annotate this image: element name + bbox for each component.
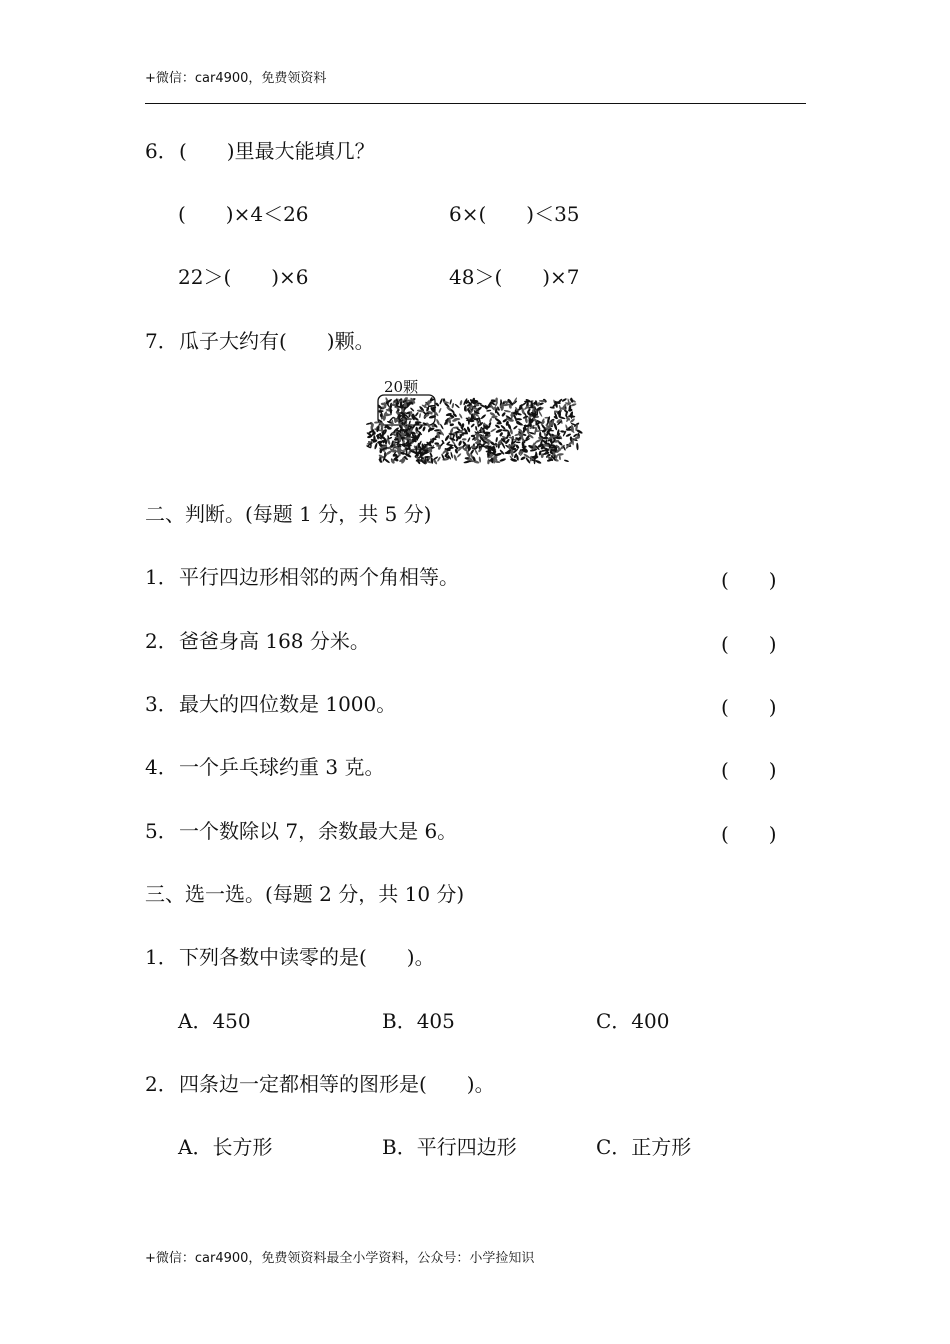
seed-shape (478, 456, 481, 462)
choice-q1-option-b[interactable]: B．405 (382, 1009, 455, 1033)
judge-item-1 (145, 564, 459, 590)
seed-shape (440, 442, 445, 448)
judge-item-5-text: 一个数除以 7，余数最大是 6。 (179, 819, 458, 843)
header-text: +微信：car4900，免费领资料 (145, 71, 327, 86)
judge-item-3-number: 3． (145, 692, 178, 716)
seed-shape (569, 418, 575, 424)
seed-shape (526, 427, 530, 435)
q6-item-3: 22＞( )×6 (178, 265, 309, 289)
seed-shape (391, 420, 394, 427)
seed-shape (450, 409, 455, 414)
choice-q1-number: 1． (145, 945, 178, 969)
seed-shape (495, 437, 498, 442)
seed-shape (501, 442, 506, 449)
seed-shape (415, 412, 420, 417)
seed-shape (501, 412, 506, 418)
seed-shape (458, 440, 463, 446)
choice-q1 (145, 944, 435, 970)
judge-item-5-answer[interactable]: ( ) (721, 822, 777, 846)
choice-q2-option-b[interactable]: B．平行四边形 (382, 1135, 517, 1159)
seed-shape (475, 426, 478, 431)
seed-shape (491, 415, 498, 418)
judge-item-4-answer[interactable]: ( ) (721, 758, 777, 782)
seed-shape (486, 450, 491, 452)
seed-shape (559, 455, 561, 460)
seed-shape (459, 434, 464, 436)
judge-item-5 (145, 818, 457, 844)
seeds-illustration (366, 376, 584, 466)
q6-item-4: 48＞( )×7 (449, 265, 580, 289)
seed-shape (449, 399, 452, 405)
judge-item-2-text: 爸爸身高 168 分米。 (179, 629, 370, 653)
judge-item-4-text: 一个乒乓球约重 3 克。 (179, 755, 385, 779)
seed-shape (435, 402, 440, 407)
q6-number: 6． (145, 139, 178, 163)
judge-item-2-answer[interactable]: ( ) (721, 632, 777, 656)
seed-shape (480, 414, 486, 420)
seed-shape (458, 413, 462, 419)
judge-item-1-number: 1． (145, 565, 178, 589)
judge-item-4 (145, 754, 384, 780)
section3-heading: 三、选一选。(每题 2 分，共 10 分) (145, 882, 465, 906)
seed-shape (450, 451, 453, 458)
seed-shape (454, 403, 460, 408)
seed-shape (497, 422, 502, 424)
judge-item-3-text: 最大的四位数是 1000。 (179, 692, 397, 716)
seed-shape (374, 443, 378, 450)
q6-item-1: ( )×4＜26 (178, 202, 309, 226)
seed-shape (436, 419, 441, 426)
seed-shape (496, 411, 501, 417)
seed-shape (474, 449, 479, 456)
judge-item-1-answer[interactable]: ( ) (721, 568, 777, 592)
seed-shape (440, 423, 445, 429)
header-divider (145, 103, 806, 104)
seed-shape (411, 449, 416, 451)
seed-shape (439, 398, 443, 405)
judge-item-1-text: 平行四边形相邻的两个角相等。 (179, 565, 459, 589)
seed-shape (438, 408, 442, 413)
seed-shape (513, 425, 518, 430)
seed-shape (470, 423, 475, 428)
seed-shape (516, 441, 521, 443)
seed-shape (434, 442, 439, 445)
seed-shape (422, 426, 426, 432)
q6-title-text: ( )里最大能填几？ (179, 139, 375, 163)
seeds-label: 20颗 (384, 378, 419, 396)
choice-q1-option-a[interactable]: A．450 (178, 1009, 251, 1033)
seed-shape (538, 410, 543, 417)
seed-shape (486, 409, 491, 412)
seed-shape (444, 434, 450, 441)
seed-shape (561, 398, 567, 402)
seed-shape (410, 407, 415, 412)
seed-shape (419, 413, 421, 418)
seed-shape (453, 454, 457, 461)
choice-q1-option-c[interactable]: C．400 (596, 1009, 670, 1033)
seed-shape (520, 456, 526, 461)
seed-shape (499, 458, 506, 463)
seed-shape (494, 424, 500, 429)
seed-shape (456, 453, 461, 458)
seed-shape (459, 400, 462, 406)
choice-q2-text: 四条边一定都相等的图形是( )。 (179, 1072, 495, 1096)
q7-number: 7． (145, 329, 178, 353)
choice-q2-option-c[interactable]: C．正方形 (596, 1135, 692, 1159)
choice-q2 (145, 1071, 495, 1097)
q6-item-2: 6×( )＜35 (449, 202, 580, 226)
seed-shape (490, 428, 497, 433)
seed-shape (462, 438, 467, 440)
seed-cluster (366, 397, 583, 465)
seeds-figure (366, 376, 584, 466)
seed-shape (557, 453, 564, 456)
seed-shape (387, 427, 392, 430)
seed-shape (502, 429, 509, 432)
footer-text: +微信：car4900，免费领资料最全小学资料，公众号：小学捡知识 (145, 1251, 535, 1266)
choice-q2-option-a[interactable]: A．长方形 (178, 1135, 273, 1159)
seed-shape (451, 403, 454, 409)
seed-shape (535, 459, 542, 464)
judge-item-3-answer[interactable]: ( ) (721, 695, 777, 719)
seed-shape (576, 443, 579, 451)
section2-heading: 二、判断。(每题 1 分，共 5 分) (145, 502, 432, 526)
judge-item-2-number: 2． (145, 629, 178, 653)
choice-q1-text: 下列各数中读零的是( )。 (179, 945, 435, 969)
seed-shape (467, 437, 471, 443)
judge-item-2 (145, 628, 370, 654)
seed-shape (571, 403, 577, 407)
choice-q2-number: 2． (145, 1072, 178, 1096)
judge-item-5-number: 5． (145, 819, 178, 843)
q7-title (145, 328, 375, 354)
seed-shape (564, 459, 569, 462)
judge-item-3 (145, 691, 396, 717)
q7-title-text: 瓜子大约有( )颗。 (179, 329, 375, 353)
q6-title (145, 138, 375, 164)
judge-item-4-number: 4． (145, 755, 178, 779)
seed-shape (489, 418, 492, 423)
